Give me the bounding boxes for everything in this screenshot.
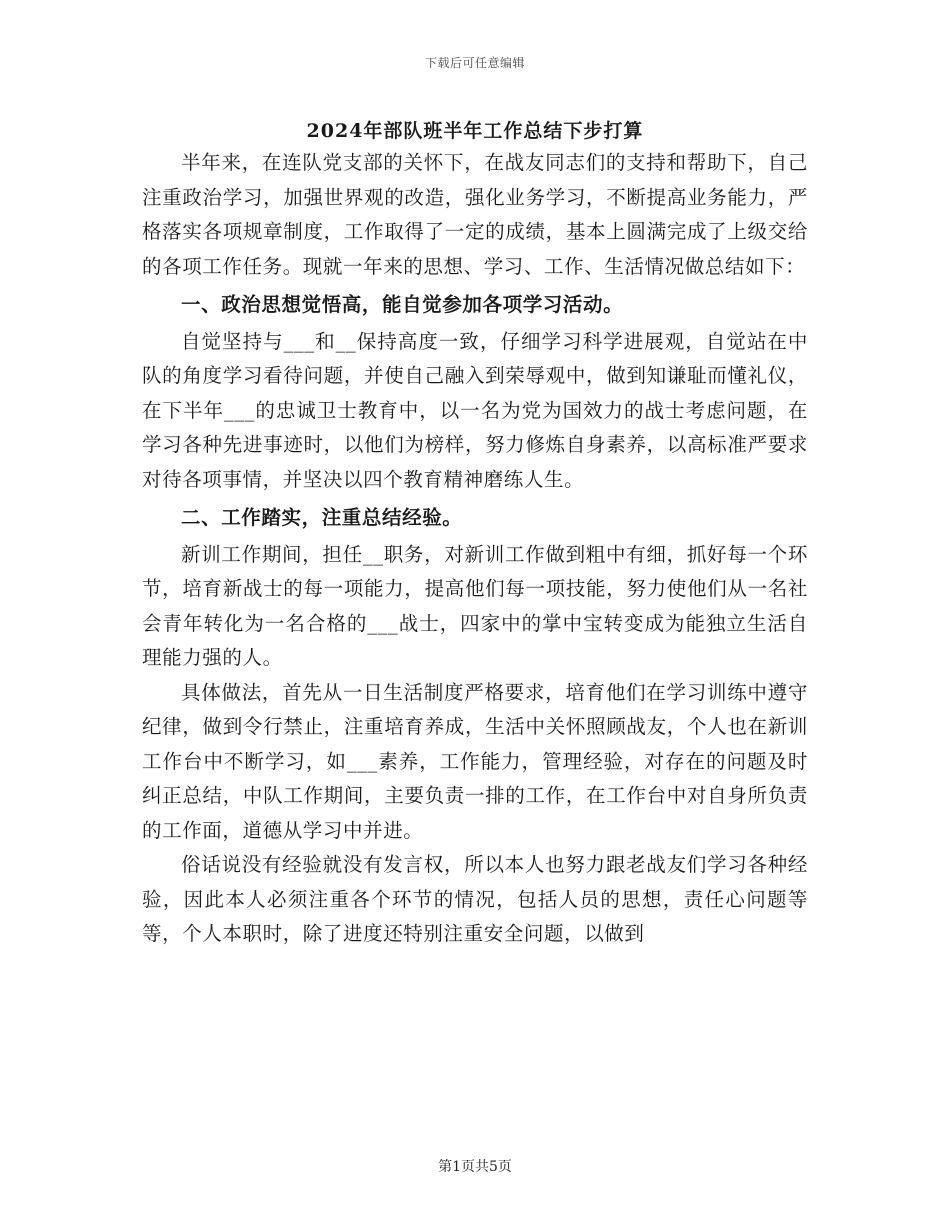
document-body [142,146,808,952]
paragraph-experience: 俗话说没有经验就没有发言权，所以本人也努力跟老战友们学习各种经验，因此本人必须注重各个环节的情况，包括人员的思想，责任心问题等等，个人本职时，除了进度还特别注重安全问题，以做到 [142,853,808,945]
paragraph-methods: 具体做法，首先从一日生活制度严格要求，培育他们在学习训练中遵守纪律，做到令行禁止，注重培育养成，生活中关怀照顾战友，个人也在新训工作台中不断学习，如___素养，工作能力，管理经验，对存在的问题及时纠正总结，中队工作期间，主要负责一排的工作，在工作台中对自身所负责的工作面，道德从学习中并进。 [142,680,808,842]
section-heading-1: 一、政治思想觉悟高，能自觉参加各项学习活动。 [181,293,624,316]
paragraph-training: 新训工作期间，担任__职务，对新训工作做到粗中有细，抓好每一个环节，培育新战士的每一项能力，提高他们每一项技能，努力使他们从一名社会青年转化为一名合格的___战士，四家中的掌中宝转变成为能独立生活自理能力强的人。 [142,542,808,669]
section-heading-2: 二、工作踏实，注重总结经验。 [181,506,463,529]
header-note: 下载后可任意编辑 [424,56,525,70]
paragraph-intro: 半年来，在连队党支部的关怀下，在战友同志们的支持和帮助下，自己注重政治学习，加强世界观的改造，强化业务学习，不断提高业务能力，严格落实各项规章制度，工作取得了一定的成绩，基本上圆满完成了上级交给的各项工作任务。现就一年来的思想、学习、工作、生活情况做总结如下： [142,151,808,278]
page-footer: 第1页共5页 [438,1159,512,1175]
paragraph-political: 自觉坚持与___和__保持高度一致，仔细学习科学进展观，自觉站在中队的角度学习看待问题，并使自己融入到荣辱观中，做到知谦耻而懂礼仪，在下半年___的忠诚卫士教育中，以一名为党为国效力的战士考虑问题，在学习各种先进事迹时，以他们为榜样，努力修炼自身素养，以高标准严要求对待各项事情，并坚决以四个教育精神磨练人生。 [142,329,808,491]
document-title: 2024年部队班半年工作总结下步打算 [306,120,644,142]
